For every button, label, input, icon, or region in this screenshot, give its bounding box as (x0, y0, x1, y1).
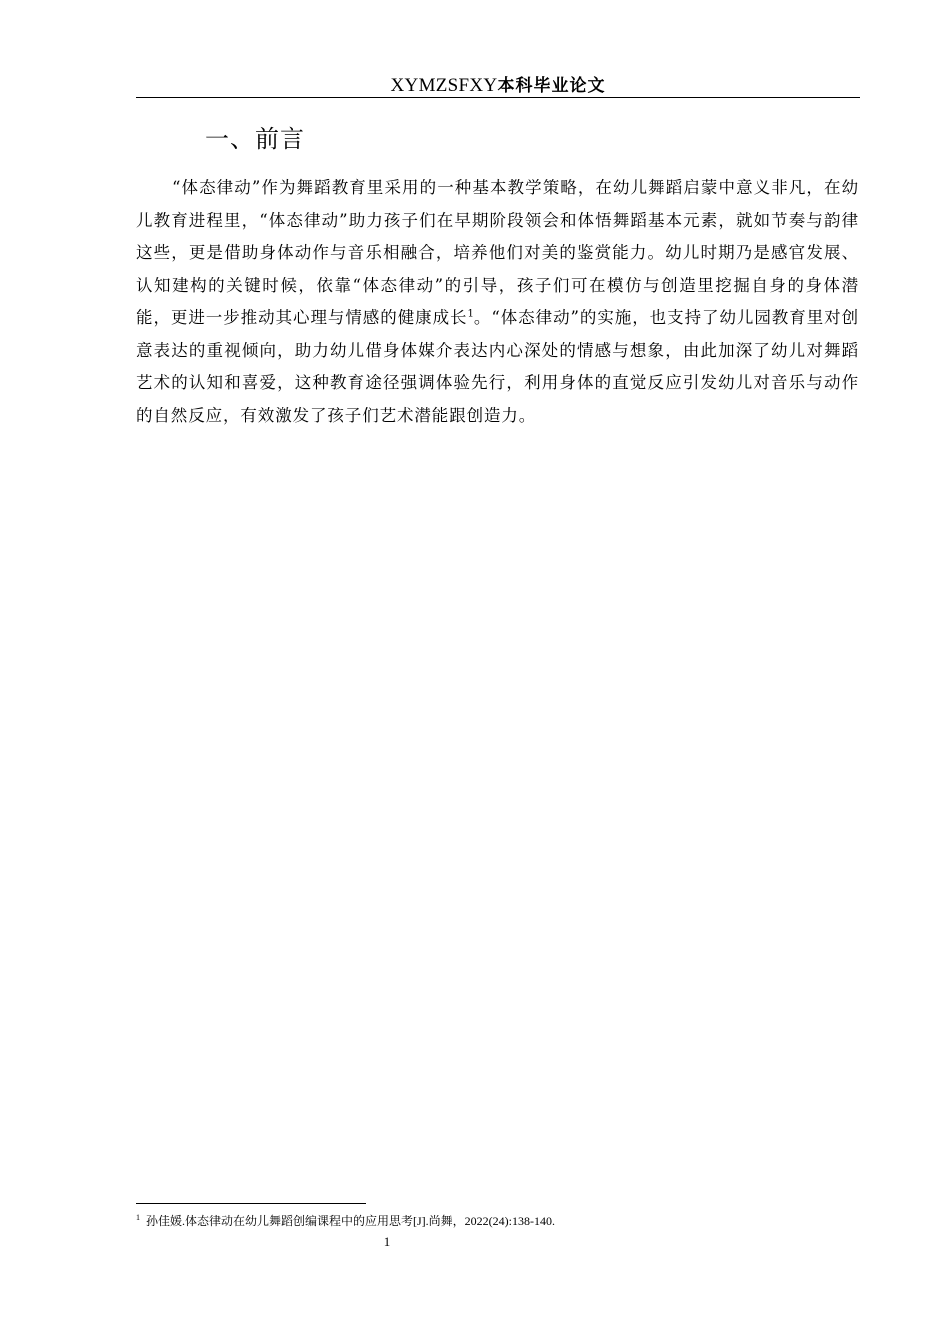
header-divider (136, 97, 860, 98)
header-title: 本科毕业论文 (497, 76, 606, 96)
body-text-part2: 。“体态律动”的实施，也支持了幼儿园教育里对创意表达的重视倾向，助力幼儿借身体媒介表达内心深处的情感与想象，由此加深了幼儿对舞蹈艺术的认知和喜爱，这种教育途径强调体验先行，利用身体的直觉反应引发幼儿对音乐与动作的自然反应，有效激发了孩子们艺术潜能跟创造力。 (136, 308, 859, 425)
footnote-reference[interactable]: 1 (467, 308, 474, 320)
section-heading: 一、前言 (205, 125, 305, 153)
footnote (136, 1212, 555, 1230)
body-paragraph (136, 172, 859, 432)
footnote-mark: 1 (136, 1213, 140, 1222)
footnote-divider (136, 1203, 366, 1204)
page-number: 1 (383, 1234, 391, 1249)
page-header (136, 72, 860, 98)
header-code: XYMZSFXY (390, 75, 498, 96)
footnote-text: 孙佳媛.体态律动在幼儿舞蹈创编课程中的应用思考[J].尚舞，2022(24):138-140. (146, 1214, 555, 1228)
body-text-part1: “体态律动”作为舞蹈教育里采用的一种基本教学策略，在幼儿舞蹈启蒙中意义非凡，在幼儿教育进程里，“体态律动”助力孩子们在早期阶段领会和体悟舞蹈基本元素，就如节奏与韵律这些，更是借助身体动作与音乐相融合，培养他们对美的鉴赏能力。幼儿时期乃是感官发展、认知建构的关键时候，依靠“体态律动”的引导，孩子们可在模仿与创造里挖掘自身的身体潜能，更进一步推动其心理与情感的健康成长 (136, 178, 859, 327)
